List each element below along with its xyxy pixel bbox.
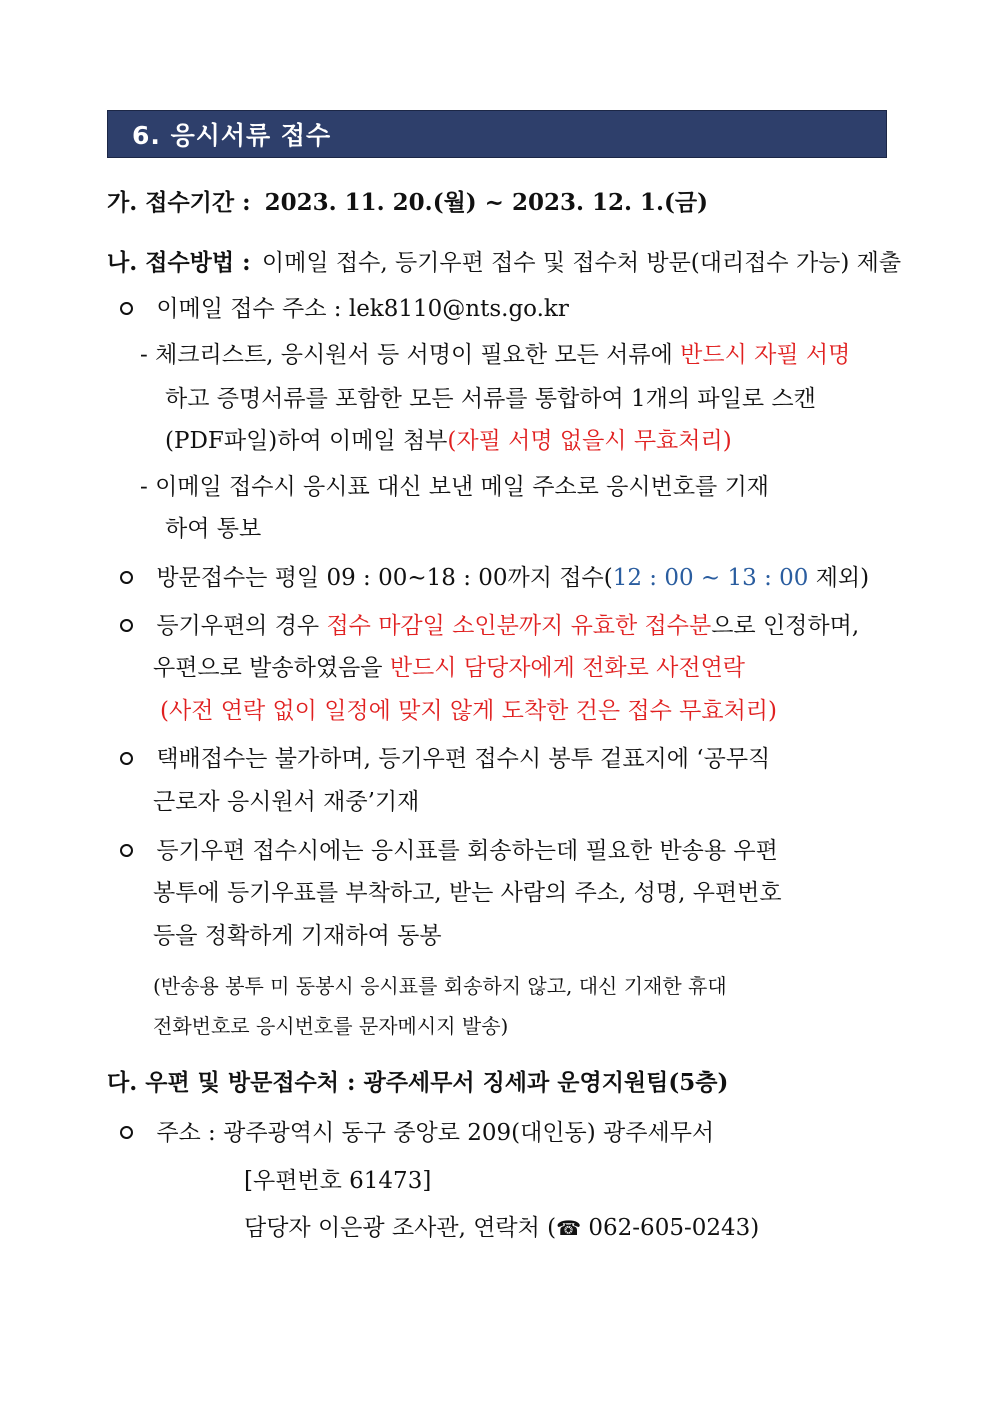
bullet-circle-icon — [120, 619, 133, 632]
email-note1-line3 — [165, 426, 732, 456]
return-envelope-note1-text: (반송용 봉투 미 동봉시 응시표를 회송하지 않고, 대신 기재한 휴대 — [153, 974, 727, 998]
bullet-circle-icon — [120, 752, 133, 765]
email-note2-text: - 이메일 접수시 응시표 대신 보낸 메일 주소로 응시번호를 기재 — [140, 474, 770, 500]
visit-item — [120, 563, 869, 593]
visit-text: 방문접수는 평일 09 : 00∼18 : 00까지 접수( — [156, 565, 613, 591]
period-value: 2023. 11. 20.(월) ~ 2023. 12. 1.(금) — [264, 189, 709, 216]
return-envelope-note2-text: 전화번호로 응시번호를 문자메시지 발송) — [153, 1014, 509, 1038]
period-label: 가. 접수기간 : — [107, 189, 251, 216]
courier-text: 택배접수는 불가하며, 등기우편 접수시 봉투 겉표지에 ‘공무직 — [156, 746, 771, 772]
registered-text-end: 으로 인정하며, — [711, 613, 860, 639]
email-note1-text: - 체크리스트, 응시원서 등 서명이 필요한 모든 서류에 — [140, 342, 681, 368]
return-envelope-note2 — [153, 1011, 508, 1041]
email-text: 이메일 접수 주소 : lek8110@nts.go.kr — [156, 296, 569, 322]
email-note1-line2 — [165, 384, 816, 414]
return-envelope-line2 — [153, 878, 782, 908]
email-note1-line1 — [140, 340, 850, 370]
email-note2-line1 — [140, 472, 769, 502]
email-item — [120, 294, 569, 324]
registered-line2-text: 우편으로 발송하였음을 — [153, 655, 390, 681]
bullet-circle-icon — [120, 571, 133, 584]
office-postal — [244, 1166, 431, 1196]
email-note1-highlight: 반드시 자필 서명 — [680, 342, 851, 368]
email-note2-line2 — [165, 514, 261, 544]
registered-line2-highlight: 반드시 담당자에게 전화로 사전연락 — [389, 655, 746, 681]
visit-lunch-time: 12 : 00 ∼ 13 : 00 — [612, 565, 809, 591]
registered-text: 등기우편의 경우 — [156, 613, 327, 639]
registered-line2 — [153, 653, 745, 683]
return-envelope-note1 — [153, 971, 727, 1001]
method-row — [107, 248, 901, 278]
email-note1-line3-text: (PDF파일)하여 이메일 첨부 — [165, 428, 448, 454]
office-label: 다. 우편 및 방문접수처 : 광주세무서 징세과 운영지원팀(5층) — [107, 1069, 729, 1096]
return-envelope-item — [120, 836, 778, 866]
bullet-circle-icon — [120, 1126, 133, 1139]
return-envelope-line2-text: 봉투에 등기우표를 부착하고, 받는 사람의 주소, 성명, 우편번호 — [153, 880, 782, 906]
office-row — [107, 1068, 728, 1098]
bullet-circle-icon — [120, 302, 133, 315]
return-envelope-line3-text: 등을 정확하게 기재하여 동봉 — [153, 923, 442, 949]
method-value: 이메일 접수, 등기우편 접수 및 접수처 방문(대리접수 가능) 제출 — [261, 250, 902, 276]
section-title: 6. 응시서류 접수 — [132, 121, 332, 150]
visit-text-end: 제외) — [808, 565, 870, 591]
office-address: 주소 : 광주광역시 동구 중앙로 209(대인동) 광주세무서 — [156, 1120, 715, 1146]
registered-highlight: 접수 마감일 소인분까지 유효한 접수분 — [326, 613, 712, 639]
return-envelope-text: 등기우편 접수시에는 응시표를 회송하는데 필요한 반송용 우편 — [156, 838, 778, 864]
contact-person: 담당자 이은광 조사관, 연락처 ( — [244, 1215, 557, 1241]
registered-line3 — [160, 696, 777, 726]
registered-line3-highlight: (사전 연락 없이 일정에 맞지 않게 도착한 건은 접수 무효처리) — [160, 698, 777, 724]
courier-line2-text: 근로자 응시원서 재중’기재 — [153, 789, 420, 815]
period-row — [107, 188, 708, 218]
email-note1-line2-text: 하고 증명서류를 포함한 모든 서류를 통합하여 1개의 파일로 스캔 — [165, 386, 816, 412]
bullet-circle-icon — [120, 844, 133, 857]
courier-line2 — [153, 787, 419, 817]
courier-item — [120, 744, 770, 774]
email-note1-line3-highlight: (자필 서명 없을시 무효처리) — [447, 428, 732, 454]
postal-code: [우편번호 61473] — [244, 1168, 432, 1194]
phone-icon: ☎ — [556, 1216, 582, 1240]
email-note2-line2-text: 하여 통보 — [165, 516, 262, 542]
office-contact — [244, 1213, 759, 1243]
contact-phone: 062-605-0243) — [581, 1215, 760, 1241]
section-header — [107, 110, 887, 158]
method-label: 나. 접수방법 : — [107, 249, 251, 276]
office-address-item — [120, 1118, 714, 1148]
return-envelope-line3 — [153, 921, 442, 951]
registered-item — [120, 611, 859, 641]
